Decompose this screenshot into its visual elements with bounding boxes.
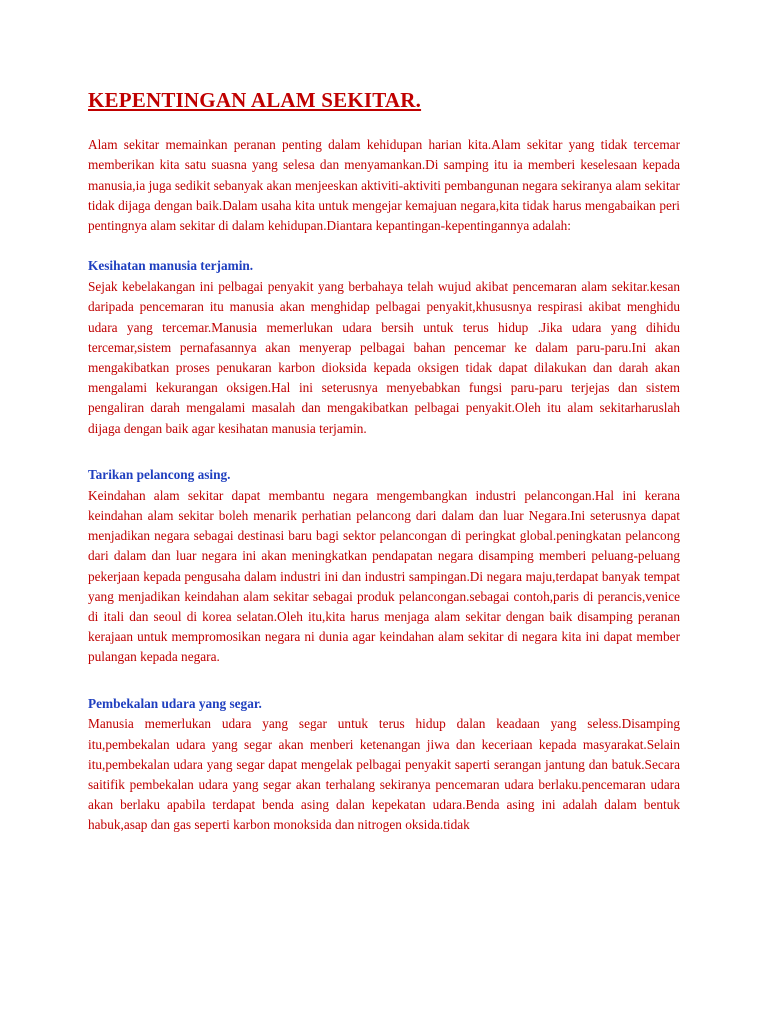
section-body: Manusia memerlukan udara yang segar untuk terus hidup dalan keadaan yang seless.Disamping itu,pembekalan udara yang segar akan menberi ketenangan jiwa dan keceriaan kepada masyarakat.Selain itu,pembekalan udara yang segar dapat mengelak pelbagai penyakit saperti serangan jantung dan batuk.Secara saitifik pembekalan udara yang segar akan terhalang sekiranya pencemaran udara berlaku.pencemaran udara akan berlaku apabila terdapat benda asing dalan kepekatan udara.Benda asing ini adalah dalam bentuk habuk,asap dan gas seperti karbon monoksida dan nitrogen oksida.tidak	[88, 716, 680, 833]
section-pelancong	[88, 465, 680, 668]
section-udara	[88, 694, 680, 836]
section-heading: Kesihatan manusia terjamin.	[88, 258, 254, 274]
section-kesihatan	[88, 256, 680, 439]
section-heading: Tarikan pelancong asing.	[88, 466, 231, 482]
section-body: Sejak kebelakangan ini pelbagai penyakit yang berbahaya telah wujud akibat pencemaran alam sekitar.kesan daripada pencemaran itu manusia akan menghidap pelbagai penyakit,khususnya respirasi akibat menghidu udara yang tercemar.Manusia memerlukan udara bersih untuk terus hidup .Jika udara yang dihidu tercemar,sistem pernafasannya akan menyerap pelbagai bahan pencemar ke dalam paru-paru.Ini akan mengakibatkan proses penukaran karbon dioksida kepada oksigen tidak dapat dilakukan dan darah akan mengalami kekurangan oksigen.Hal ini seterusnya menyebabkan fungsi paru-paru terjejas dan sistem pengaliran darah mengalami masalah dan mengakibatkan pelbagai penyakit.Oleh itu alam sekitarharuslah dijaga dengan baik agar kesihatan manusia terjamin.	[88, 279, 680, 436]
page-title: KEPENTINGAN ALAM SEKITAR.	[88, 88, 422, 112]
section-heading: Pembekalan udara yang segar.	[88, 695, 262, 711]
section-body: Keindahan alam sekitar dapat membantu negara mengembangkan industri pelancongan.Hal ini kerana keindahan alam sekitar boleh menarik perhatian pelancong dari dalam dan luar Negara.Ini seterusnya dapat menjadikan negara sebagai destinasi baru bagi sektor pelancongan di peringkat global.peningkatan pelancong dari dalam dan luar negara ini akan meningkatkan pendapatan negara disamping memberi peluang-peluang pekerjaan kepada pengusaha dalam industri ini dan industri sampingan.Di negara maju,terdapat banyak tempat yang menjadikan keindahan alam sekitar sebagai produk pelancongan.sebagai contoh,paris di perancis,venice di itali dan seoul di korea selatan.Oleh itu,kita harus menjaga alam sekitar dengan baik disamping peranan kerajaan untuk mempromosikan negara ni dunia agar keindahan alam sekitar di negara kita ini dapat member pulangan kepada negara.	[88, 487, 680, 665]
intro-paragraph: Alam sekitar memainkan peranan penting dalam kehidupan harian kita.Alam sekitar yang tidak tercemar memberikan kita satu suasna yang selesa dan menyamankan.Di samping itu ia memberi keselesaan kepada manusia,ia juga sedikit sebanyak akan menjeeskan aktiviti-aktiviti pembangunan negara sekiranya alam sekitar tidak dijaga dengan baik.Dalam usaha kita untuk mengejar kemajuan negara,kita tidak harus mengabaikan peri pentingnya alam sekitar di dalam kehidupan.Diantara kepantingan-kepentingannya adalah:	[88, 137, 680, 233]
